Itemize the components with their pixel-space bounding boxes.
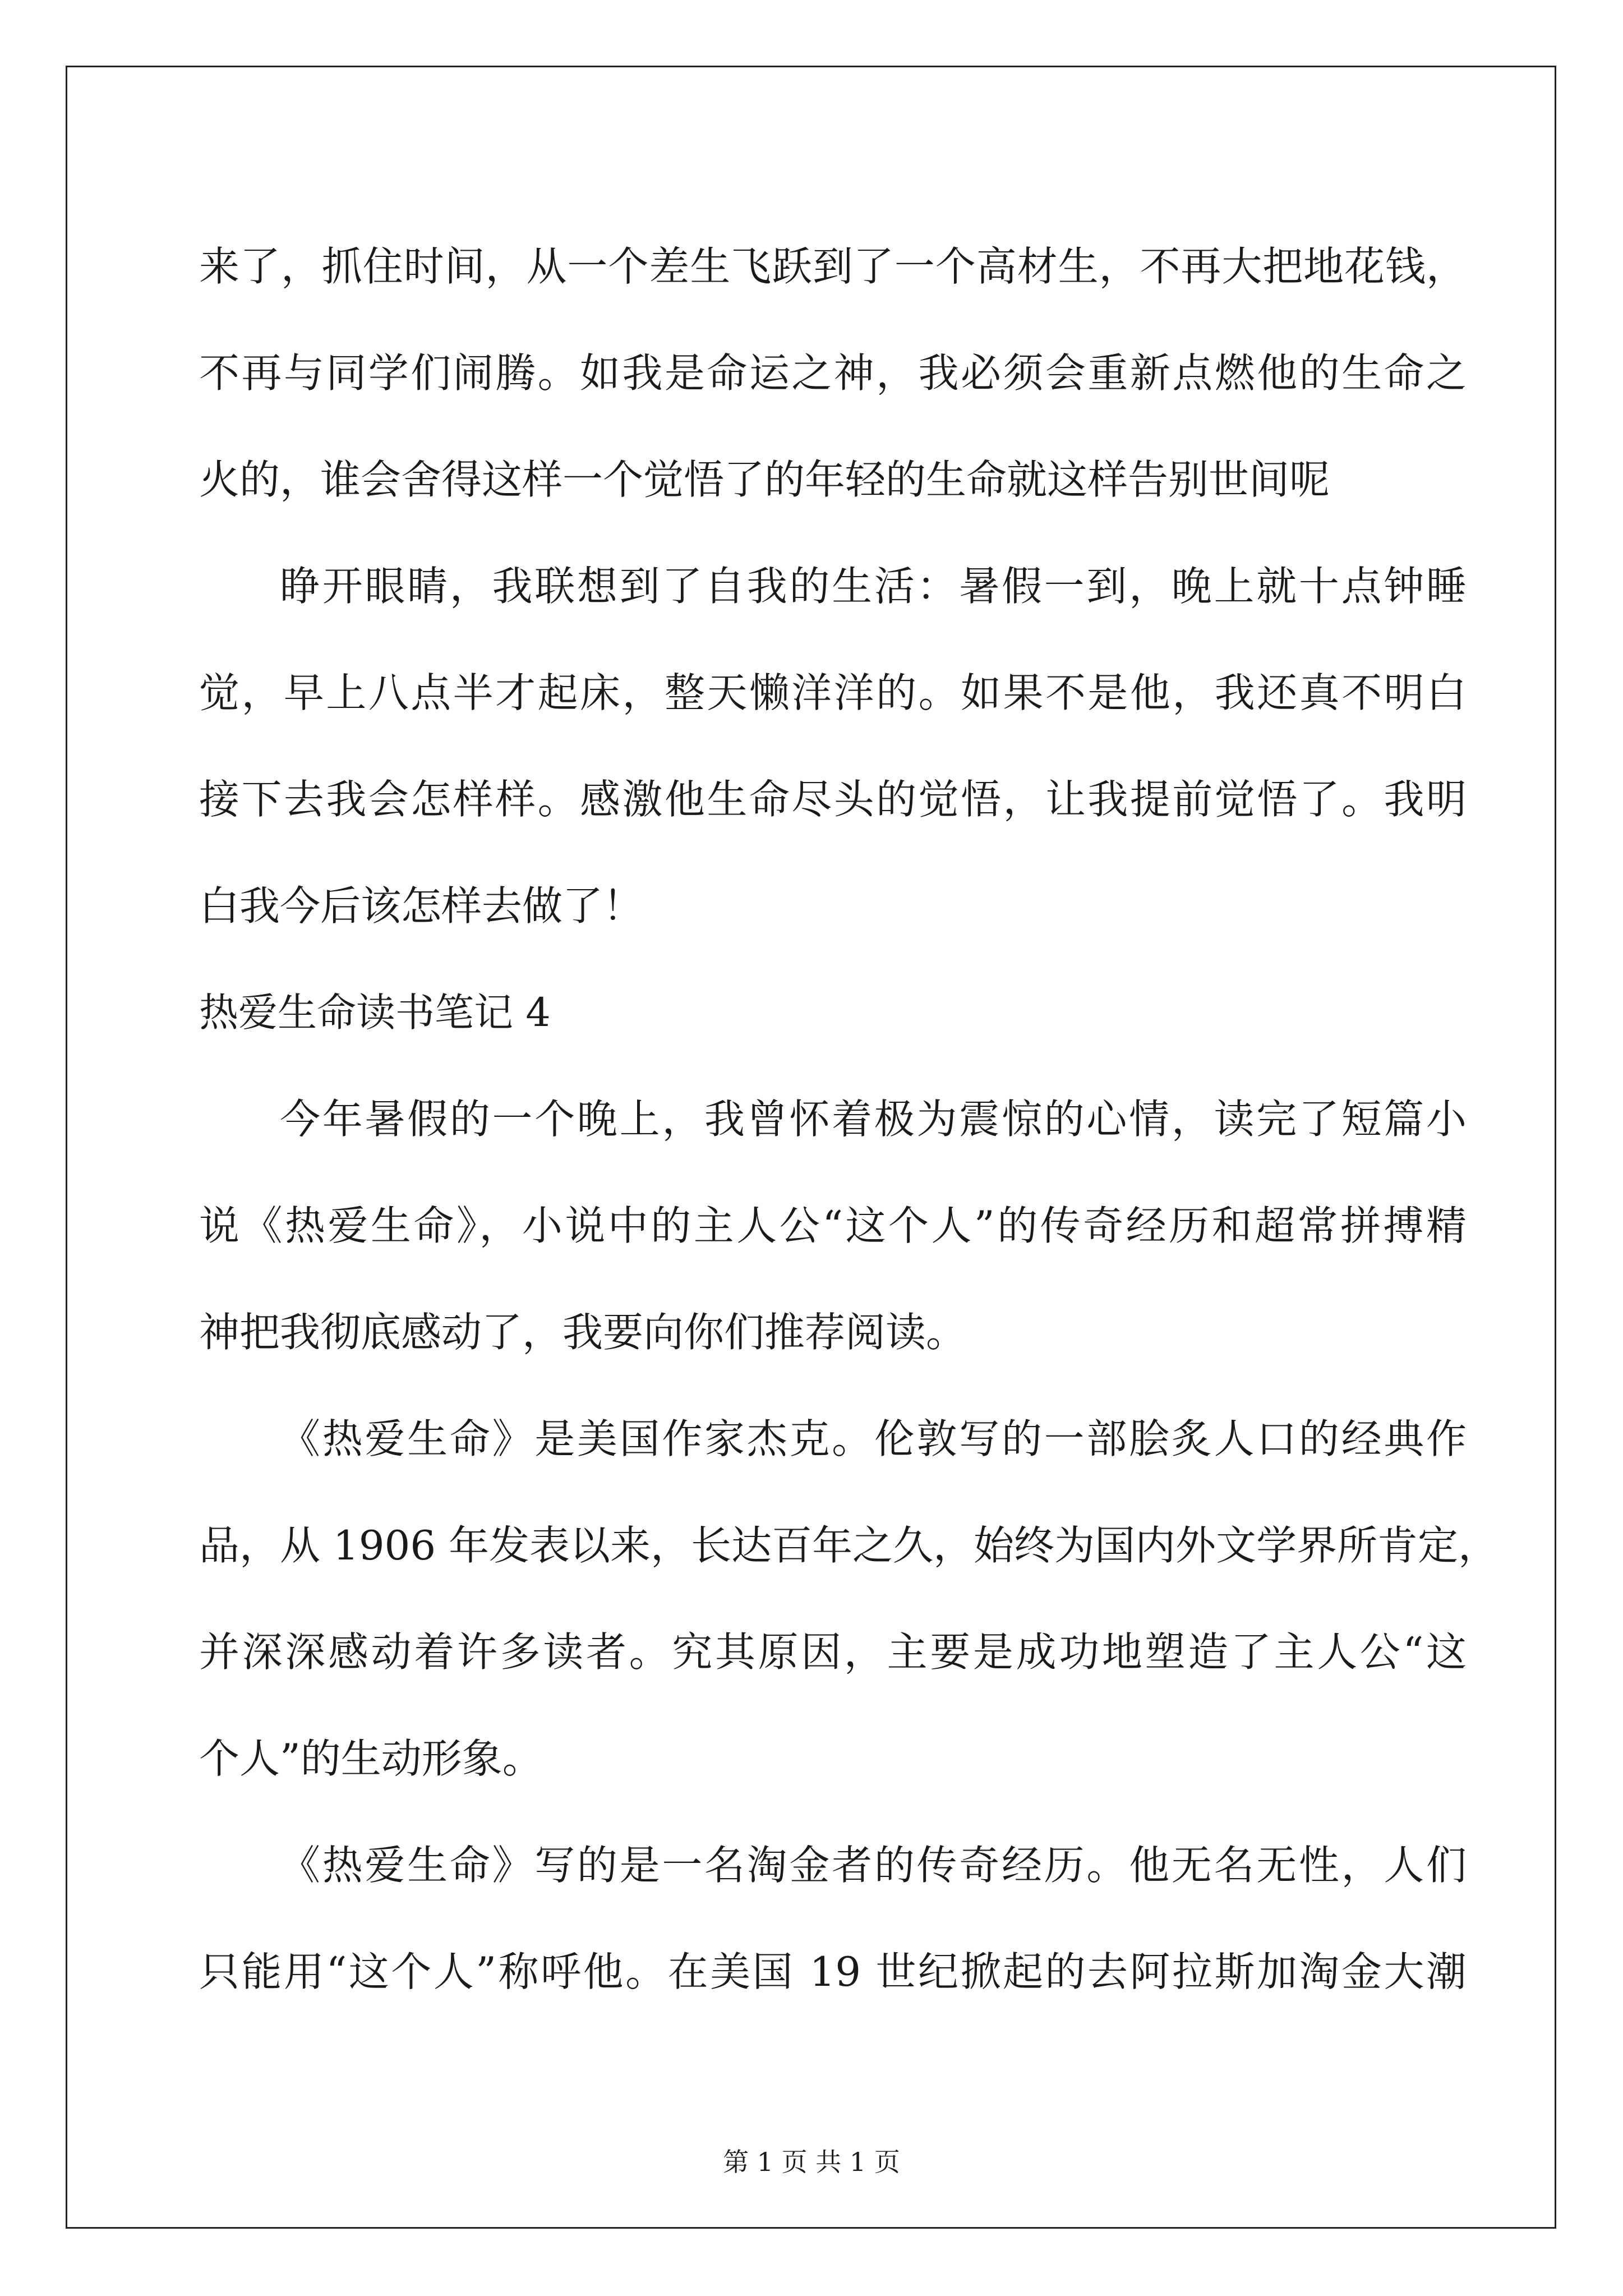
text-line: 神把我彻底感动了，我要向你们推荐阅读。 <box>199 1309 967 1356</box>
text-line: 品，从 1906 年发表以来，长达百年之久，始终为国内外文学界所肯定， <box>199 1522 1499 1569</box>
page-number-footer: 第 1 页 共 1 页 <box>723 2147 900 2177</box>
text-line: 来了，抓住时间，从一个差生飞跃到了一个高材生，不再大把地花钱， <box>199 243 1467 290</box>
text-line: 接下去我会怎样样。感激他生命尽头的觉悟，让我提前觉悟了。我明 <box>199 776 1467 823</box>
text-line: 《热爱生命》是美国作家杰克。伦敦写的一部脍炙人口的经典作 <box>280 1415 1467 1462</box>
text-line: 觉，早上八点半才起床，整天懒洋洋的。如果不是他，我还真不明白 <box>199 669 1467 716</box>
text-line: 《热爱生命》写的是一名淘金者的传奇经历。他无名无性，人们 <box>280 1842 1467 1889</box>
text-line: 不再与同学们闹腾。如我是命运之神，我必须会重新点燃他的生命之 <box>199 349 1467 397</box>
document-body <box>199 213 1499 2025</box>
text-line: 火的，谁会舍得这样一个觉悟了的年轻的生命就这样告别世间呢 <box>199 456 1330 503</box>
section-heading: 热爱生命读书笔记 4 <box>199 990 551 1036</box>
text-line: 只能用“这个人”称呼他。在美国 19 世纪掀起的去阿拉斯加淘金大潮 <box>199 1948 1467 1995</box>
text-line: 睁开眼睛，我联想到了自我的生活：暑假一到，晚上就十点钟睡 <box>280 563 1467 610</box>
text-line: 并深深感动着许多读者。究其原因，主要是成功地塑造了主人公“这 <box>199 1628 1467 1676</box>
text-line: 说《热爱生命》，小说中的主人公“这个人”的传奇经历和超常拼搏精 <box>199 1202 1467 1249</box>
text-line: 个人”的生动形象。 <box>199 1735 543 1782</box>
text-line: 今年暑假的一个晚上，我曾怀着极为震惊的心情，读完了短篇小 <box>280 1096 1467 1143</box>
text-line: 白我今后该怎样去做了！ <box>199 882 644 930</box>
